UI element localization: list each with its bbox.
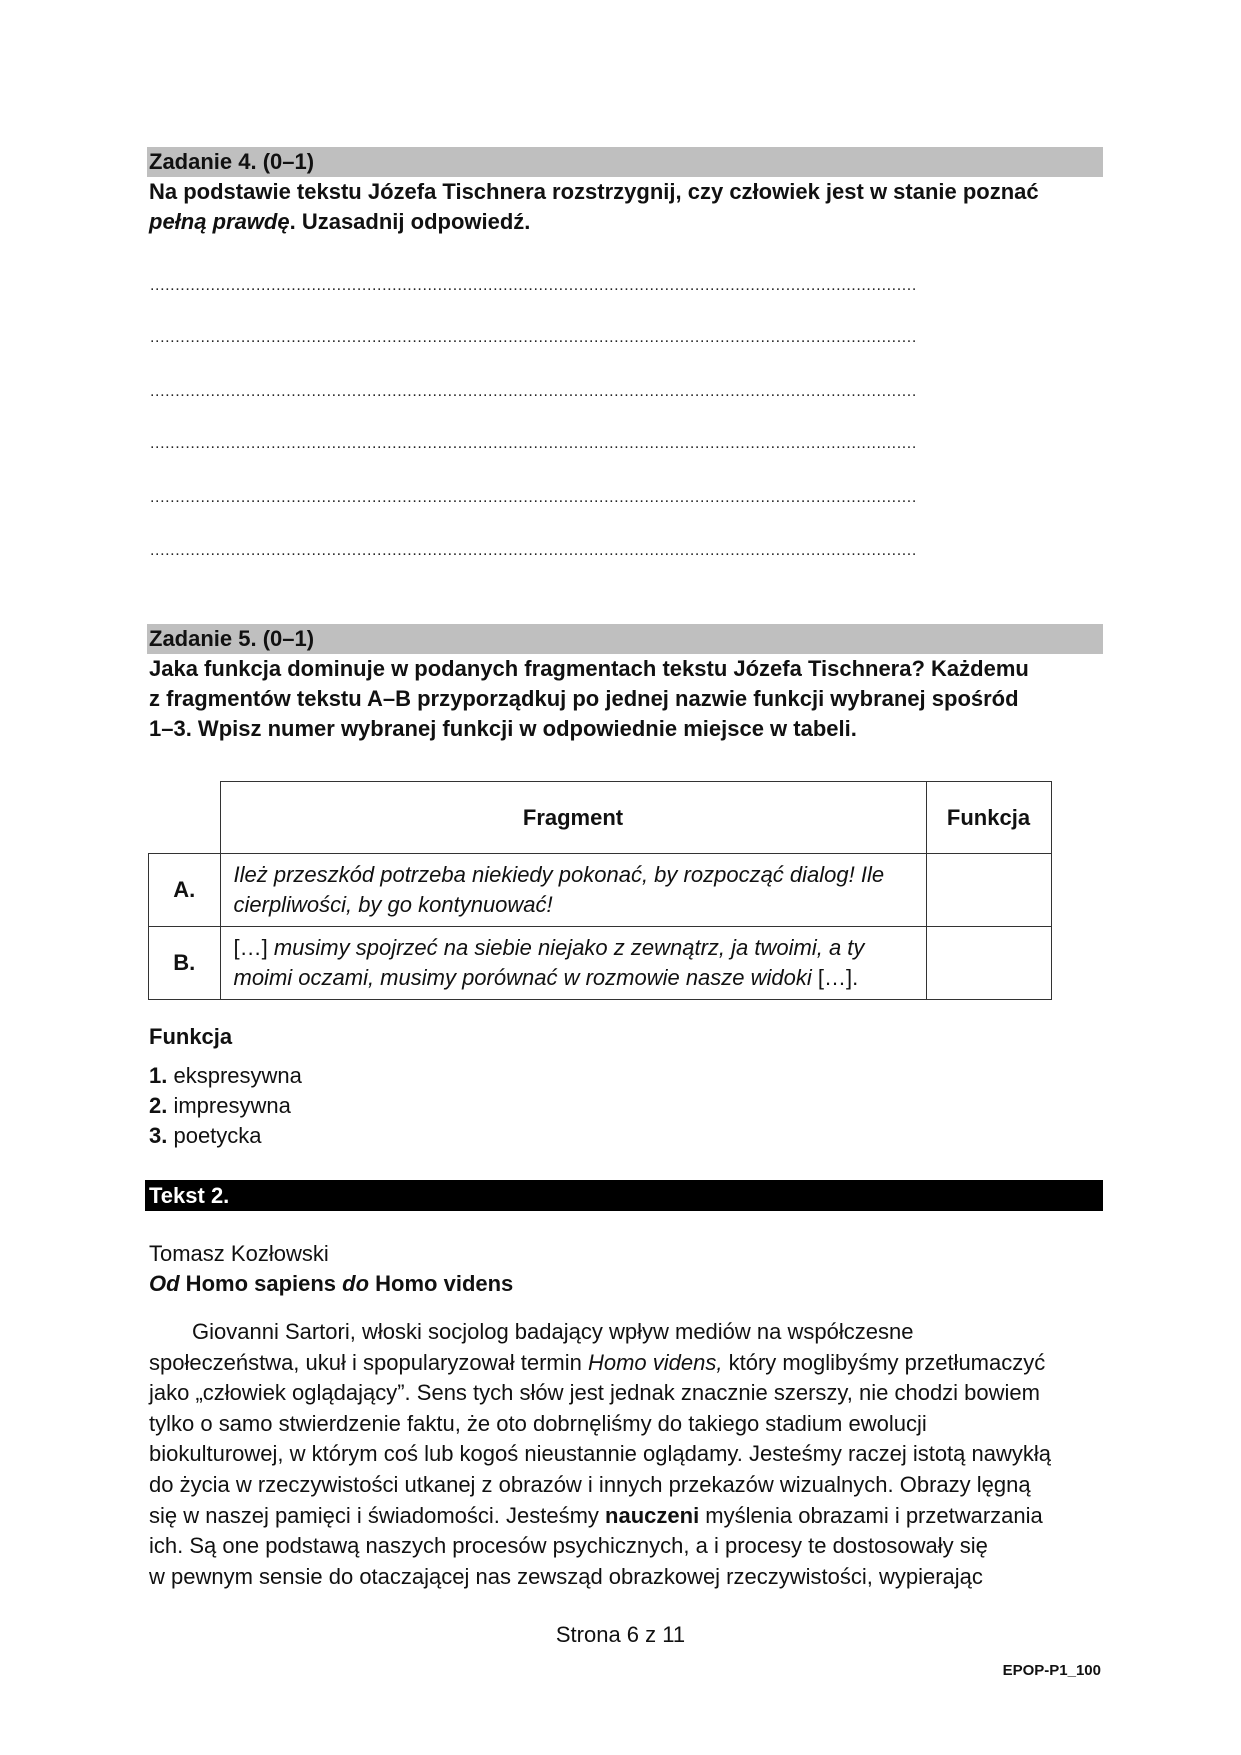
para-line-4: tylko o samo stwierdzenie faktu, że oto dobrnęliśmy do takiego stadium ewolucji: [149, 1410, 927, 1436]
task5-instruction: [149, 654, 1099, 744]
function-item-3: [149, 1123, 262, 1149]
fragment-b-suffix: […].: [811, 965, 859, 990]
task4-instruction: [149, 177, 1099, 237]
row-label-a: A.: [149, 854, 221, 927]
answer-line-2[interactable]: ........................................................................................................................................................: [150, 329, 917, 346]
text2-author: Tomasz Kozłowski: [149, 1241, 329, 1266]
para-line-7a: się w naszej pamięci i świadomości. Jesteśmy: [149, 1502, 606, 1528]
task4-header: Zadanie 4. (0–1): [147, 147, 1103, 177]
task5-instruction-line1: Jaka funkcja dominuje w podanych fragmentach tekstu Józefa Tischnera? Każdemu: [149, 656, 1029, 681]
para-line-2b: który moglibyśmy przetłumaczyć: [722, 1349, 1046, 1375]
text2-title: [149, 1271, 513, 1297]
para-line-2: [149, 1348, 1099, 1379]
function-num-3: 3.: [149, 1123, 168, 1148]
task4-instruction-line1: Na podstawie tekstu Józefa Tischnera rozstrzygnij, czy człowiek jest w stanie poznać: [149, 179, 1039, 204]
fragment-b-line2: [234, 963, 916, 993]
table-row: [149, 854, 1052, 927]
para-line-3: jako „człowiek oglądający”. Sens tych słów jest jednak znacznie szerszy, nie chodzi bowiem: [149, 1380, 1040, 1406]
para-line-7: [149, 1501, 1099, 1532]
fragment-b-line1-italic: musimy spojrzeć na siebie niejako z zewnątrz, ja twoimi, a ty: [267, 935, 865, 960]
answer-cell-b[interactable]: [926, 927, 1051, 1000]
function-num-2: 2.: [149, 1093, 168, 1118]
answer-cell-a[interactable]: [926, 854, 1051, 927]
para-line-1: Giovanni Sartori, włoski socjolog badający wpływ mediów na współczesne: [192, 1319, 914, 1344]
task5-instruction-line3: 1–3. Wpisz numer wybranej funkcji w odpowiednie miejsce w tabeli.: [149, 716, 857, 741]
function-item-2: [149, 1093, 291, 1119]
task5-instruction-line2: z fragmentów tekstu A–B przyporządkuj po jednej nazwie funkcji wybranej spośród: [149, 686, 1019, 711]
exam-code: EPOP-P1_100: [1002, 1662, 1101, 1679]
para-line-2a: społeczeństwa, ukuł i spopularyzował termin: [149, 1349, 588, 1375]
table-row: [149, 927, 1052, 1000]
para-line-2-italic: Homo videns,: [587, 1349, 723, 1375]
function-num-1: 1.: [149, 1063, 168, 1088]
function-name-3: poetycka: [167, 1123, 262, 1148]
text2-paragraph: [149, 1317, 1099, 1592]
fragment-b-prefix: […]: [233, 935, 268, 960]
function-name-2: impresywna: [167, 1093, 291, 1118]
functions-title: Funkcja: [149, 1024, 233, 1049]
fragment-b: [220, 927, 926, 1000]
function-item-1: [149, 1063, 302, 1089]
title-homo-sapiens: Homo sapiens: [179, 1271, 343, 1296]
fragment-a-line2: cierpliwości, by go kontynuować!: [233, 892, 553, 917]
fragment-a-line1: Ileż przeszkód potrzeba niekiedy pokonać, by rozpocząć dialog! Ile: [233, 862, 885, 887]
title-od: Od: [149, 1271, 180, 1296]
title-do: do: [342, 1271, 370, 1296]
fragment-table: [148, 781, 1052, 1000]
function-name-1: ekspresywna: [167, 1063, 302, 1088]
para-line-5: biokulturowej, w którym coś lub kogoś nieustannie oglądamy. Jesteśmy raczej istotą nawykłą: [149, 1441, 1051, 1467]
para-line-9: w pewnym sensie do otaczającej nas zewsząd obrazkowej rzeczywistości, wypierając: [149, 1563, 983, 1589]
para-line-7-bold: nauczeni: [605, 1502, 700, 1528]
answer-line-6[interactable]: ........................................................................................................................................................: [150, 542, 917, 559]
row-label-b: B.: [149, 927, 221, 1000]
fragment-b-line2-italic: moimi oczami, musimy porównać w rozmowie nasze widoki: [233, 965, 812, 990]
col-header-function: Funkcja: [926, 782, 1051, 854]
task4-instruction-rest: . Uzasadnij odpowiedź.: [289, 209, 531, 234]
fragment-b-line1: [234, 933, 916, 963]
title-homo-videns: Homo videns: [369, 1271, 514, 1296]
para-line-7c: myślenia obrazami i przetwarzania: [699, 1502, 1043, 1528]
text2-header: Tekst 2.: [145, 1180, 1103, 1211]
answer-line-4[interactable]: ........................................................................................................................................................: [150, 435, 917, 452]
para-line-6: do życia w rzeczywistości utkanej z obrazów i innych przekazów wizualnych. Obrazy lęgną: [149, 1471, 1031, 1497]
table-corner: [149, 782, 221, 854]
task4-italic-phrase: pełną prawdę: [149, 209, 290, 234]
para-line-8: ich. Są one podstawą naszych procesów psychicznych, a i procesy te dostosowały się: [149, 1533, 988, 1559]
col-header-fragment: Fragment: [220, 782, 926, 854]
page-number: Strona 6 z 11: [555, 1622, 686, 1647]
task5-header: Zadanie 5. (0–1): [147, 624, 1103, 654]
answer-line-1[interactable]: ........................................................................................................................................................: [150, 277, 917, 294]
fragment-a: [220, 854, 926, 927]
answer-line-3[interactable]: ........................................................................................................................................................: [150, 383, 917, 400]
task4-instruction-line2: [149, 207, 1099, 237]
answer-line-5[interactable]: ........................................................................................................................................................: [150, 489, 917, 506]
